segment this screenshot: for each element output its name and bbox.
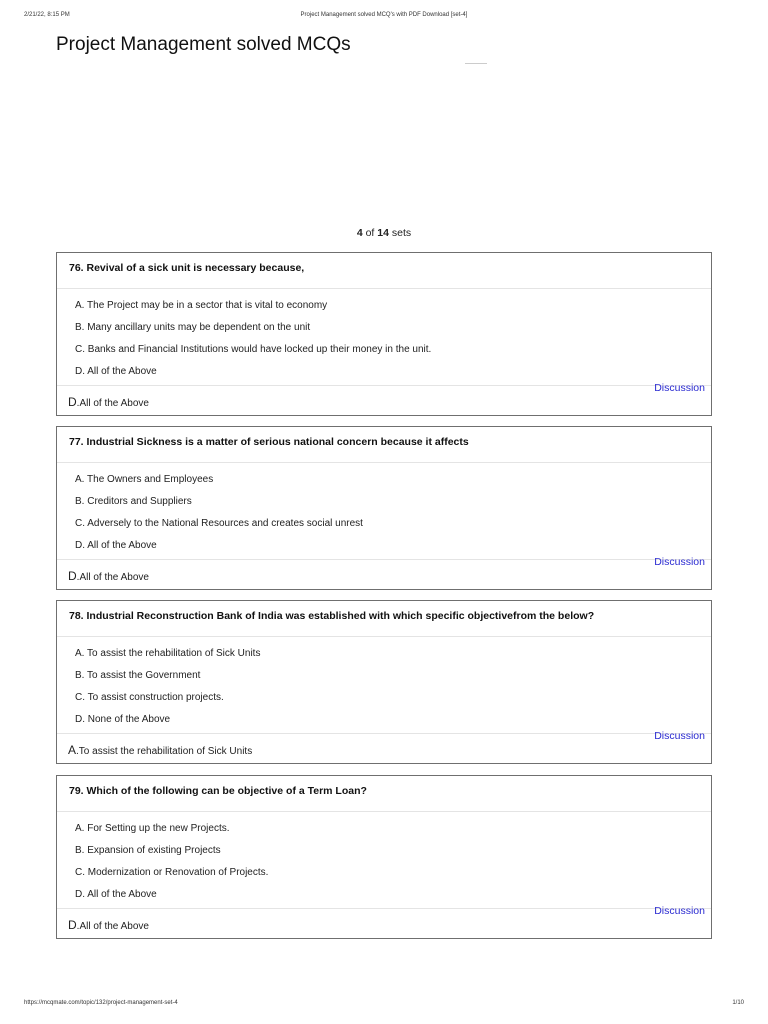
print-doc-title: Project Management solved MCQ's with PDF Download [set-4] <box>300 12 468 18</box>
option-d: D. None of the Above <box>75 714 171 725</box>
question-text: 78. Industrial Reconstruction Bank of India was established with which specific objectivefrom the below? <box>57 601 711 637</box>
answer-letter: D <box>68 918 77 932</box>
option-c: C. Modernization or Renovation of Projects. <box>75 867 269 878</box>
question-card <box>56 426 712 590</box>
option-b: B. Many ancillary units may be dependent on the unit <box>75 322 311 333</box>
option-b: B. Creditors and Suppliers <box>75 496 192 507</box>
print-date: 2/21/22, 8:15 PM <box>24 12 70 18</box>
option-a: A. The Owners and Employees <box>75 474 214 485</box>
correct-answer <box>68 395 149 409</box>
option-list <box>57 812 711 906</box>
answer-text: .All of the Above <box>76 398 149 409</box>
option-d: D. All of the Above <box>75 366 157 377</box>
answer-text: .All of the Above <box>76 572 149 583</box>
question-card <box>56 600 712 764</box>
pagination-of: of <box>365 227 375 239</box>
correct-answer <box>68 743 252 757</box>
discussion-link[interactable]: Discussion <box>654 556 705 568</box>
page-title: Project Management solved MCQs <box>56 34 351 55</box>
question-card <box>56 775 712 939</box>
current-set: 4 <box>356 227 363 239</box>
print-footer <box>24 1000 744 1012</box>
answer-row <box>57 733 711 763</box>
divider <box>465 63 487 64</box>
option-list <box>57 637 711 731</box>
set-pagination <box>0 227 768 239</box>
page-url: https://mcqmate.com/topic/132/project-management-set-4 <box>24 1000 178 1006</box>
option-list <box>57 289 711 383</box>
option-c: C. Banks and Financial Institutions would have locked up their money in the unit. <box>75 344 432 355</box>
answer-letter: D <box>68 395 77 409</box>
total-sets: 14 <box>377 227 389 239</box>
option-list <box>57 463 711 557</box>
answer-row <box>57 908 711 938</box>
question-card <box>56 252 712 416</box>
option-d: D. All of the Above <box>75 540 157 551</box>
correct-answer <box>68 569 149 583</box>
option-a: A. To assist the rehabilitation of Sick Units <box>75 648 261 659</box>
option-b: B. Expansion of existing Projects <box>75 845 221 856</box>
answer-text: .To assist the rehabilitation of Sick Units <box>76 746 253 757</box>
option-d: D. All of the Above <box>75 889 157 900</box>
discussion-link[interactable]: Discussion <box>654 382 705 394</box>
question-text: 76. Revival of a sick unit is necessary because, <box>57 253 711 289</box>
answer-text: .All of the Above <box>76 921 149 932</box>
option-c: C. To assist construction projects. <box>75 692 224 703</box>
correct-answer <box>68 918 149 932</box>
discussion-link[interactable]: Discussion <box>654 905 705 917</box>
option-c: C. Adversely to the National Resources and creates social unrest <box>75 518 363 529</box>
answer-letter: D <box>68 569 77 583</box>
question-text: 77. Industrial Sickness is a matter of serious national concern because it affects <box>57 427 711 463</box>
option-a: A. The Project may be in a sector that is vital to economy <box>75 300 328 311</box>
discussion-link[interactable]: Discussion <box>654 730 705 742</box>
answer-row <box>57 385 711 415</box>
answer-letter: A <box>68 743 77 757</box>
option-a: A. For Setting up the new Projects. <box>75 823 230 834</box>
answer-row <box>57 559 711 589</box>
option-b: B. To assist the Government <box>75 670 201 681</box>
pagination-suffix: sets <box>391 227 412 239</box>
question-text: 79. Which of the following can be objective of a Term Loan? <box>57 776 711 812</box>
print-header <box>24 12 744 24</box>
page-number: 1/10 <box>732 1000 744 1006</box>
